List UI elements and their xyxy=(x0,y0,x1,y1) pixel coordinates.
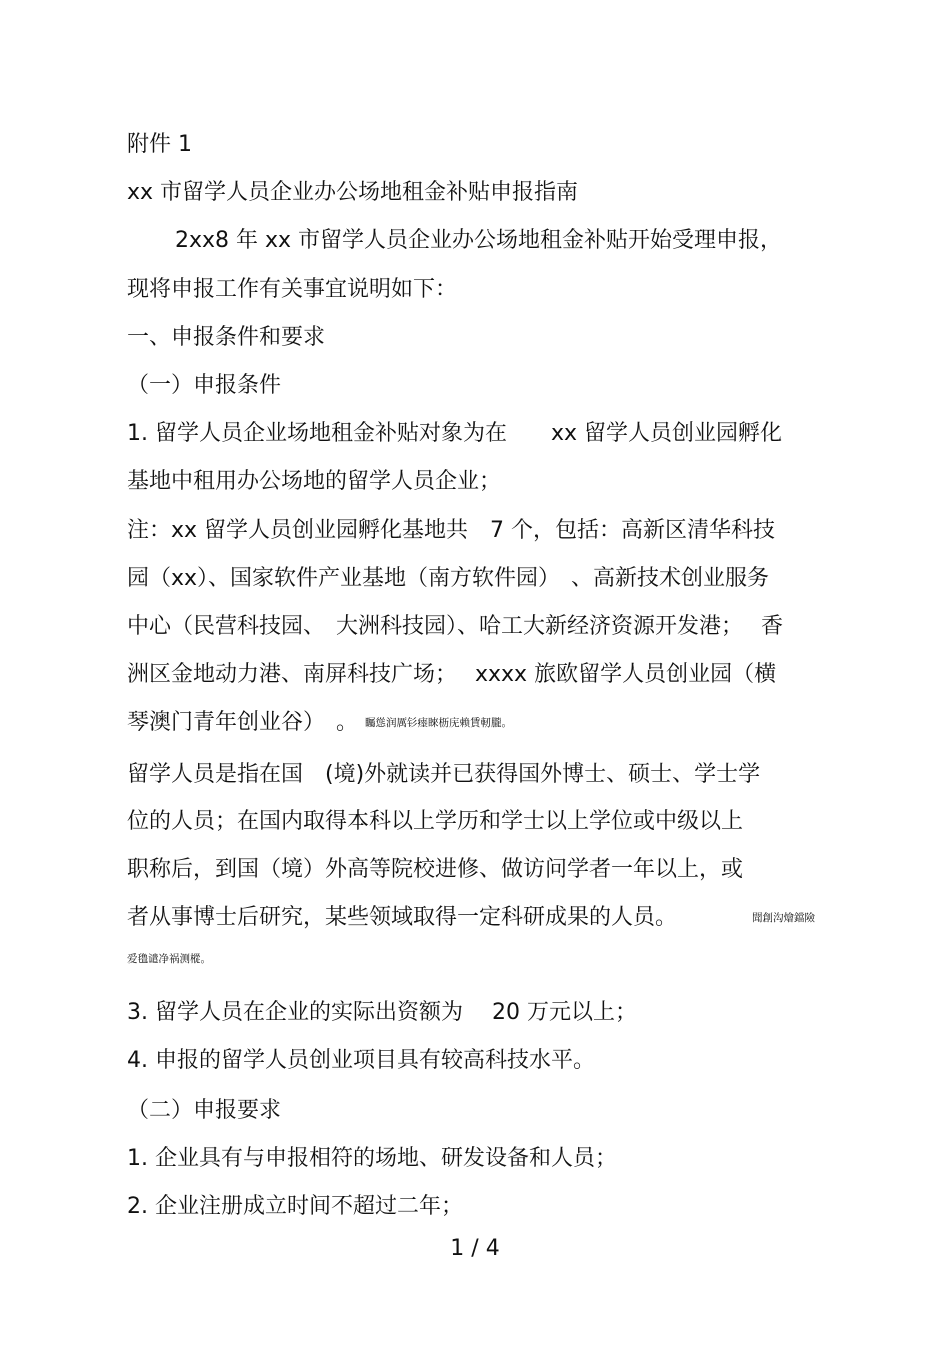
note-line-5-text: 琴澳门青年创业谷） 。 xyxy=(127,710,359,735)
condition-1-line-2: 基地中租用办公场地的留学人员企业； xyxy=(127,469,502,494)
subsection-1-heading: （一）申报条件 xyxy=(127,373,282,398)
requirement-2: 2. 企业注册成立时间不超过二年； xyxy=(127,1194,463,1219)
section-1-heading: 一、申报条件和要求 xyxy=(127,325,326,350)
intro-line-2: 现将申报工作有关事宜说明如下： xyxy=(127,277,458,302)
condition-3: 3. 留学人员在企业的实际出资额为 20 万元以上； xyxy=(127,1000,637,1025)
intro-line-1: 2xx8 年 xx 市留学人员企业办公场地租金补贴开始受理申报， xyxy=(175,228,783,253)
garbled-text-1: 矚慫润厲钐瘗睞枥庑赖賃軔朧。 xyxy=(365,717,513,729)
document-title: xx 市留学人员企业办公场地租金补贴申报指南 xyxy=(127,180,579,205)
subsection-2-heading: （二）申报要求 xyxy=(127,1098,282,1123)
definition-line-1: 留学人员是指在国 (境)外就读并已获得国外博士、硕士、学士学 xyxy=(127,762,761,787)
garbled-text-2: 聞創沟燴鐺險 xyxy=(752,912,815,924)
note-line-3: 中心（民营科技园、 大洲科技园）、哈工大新经济资源开发港； 香 xyxy=(127,614,783,639)
condition-4: 4. 申报的留学人员创业项目具有较高科技水平。 xyxy=(127,1048,595,1073)
definition-line-4: 者从事博士后研究，某些领域取得一定科研成果的人员。 xyxy=(127,905,678,930)
note-line-5 xyxy=(127,709,512,737)
garbled-text-3: 爱氇谴净祸测樅。 xyxy=(127,953,211,965)
condition-1-line-1: 1. 留学人员企业场地租金补贴对象为在 xx 留学人员创业园孵化 xyxy=(127,421,783,446)
definition-line-3: 职称后，到国（境）外高等院校进修、做访问学者一年以上，或 xyxy=(127,857,744,882)
requirement-1: 1. 企业具有与申报相符的场地、研发设备和人员； xyxy=(127,1146,617,1171)
note-line-2: 园（xx）、国家软件产业基地（南方软件园） 、高新技术创业服务 xyxy=(127,566,770,591)
page-number: 1 / 4 xyxy=(450,1236,500,1261)
definition-line-2: 位的人员；在国内取得本科以上学历和学士以上学位或中级以上 xyxy=(127,809,744,834)
attachment-label: 附件 1 xyxy=(127,132,192,157)
note-line-4: 洲区金地动力港、南屏科技广场； xxxx 旅欧留学人员创业园（横 xyxy=(127,662,777,687)
note-line-1: 注：xx 留学人员创业园孵化基地共 7 个，包括：高新区清华科技 xyxy=(127,518,776,543)
